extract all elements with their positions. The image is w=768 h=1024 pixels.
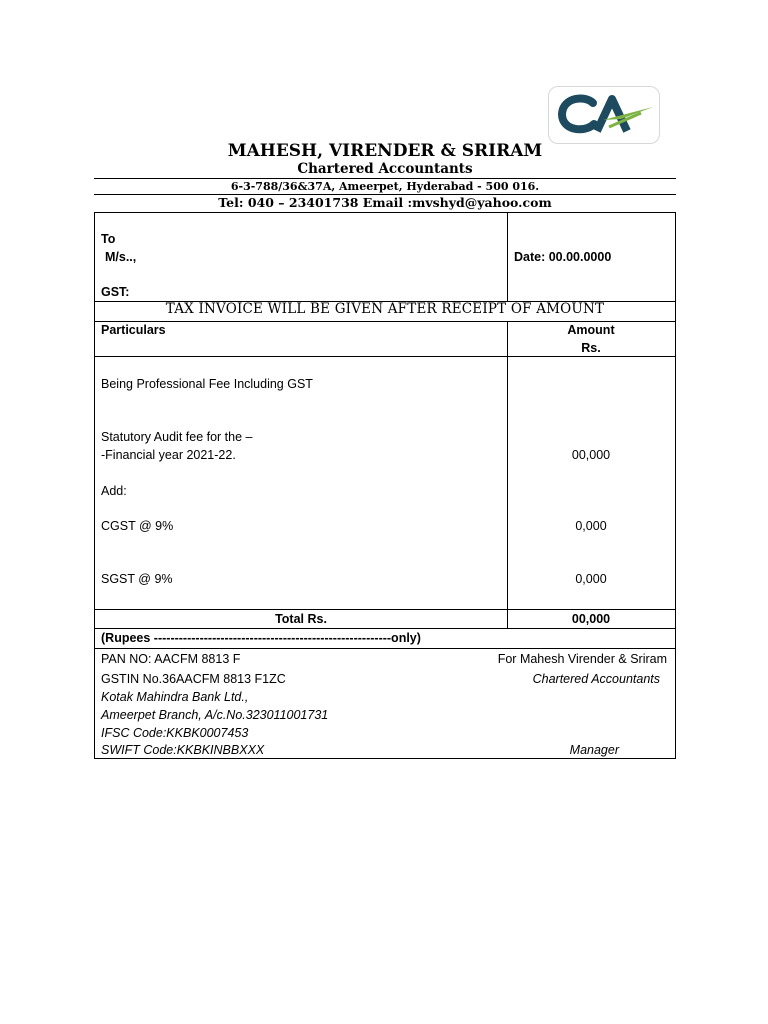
addressee: M/s..,: [105, 250, 137, 264]
total-label: Total Rs.: [275, 612, 327, 626]
col-particulars: Particulars: [101, 323, 166, 337]
cgst-amount: 0,000: [575, 519, 607, 533]
audit-line-2: -Financial year 2021-22.: [101, 448, 236, 462]
total-amount: 00,000: [571, 612, 611, 626]
sgst-label: SGST @ 9%: [101, 572, 173, 586]
pan-number: PAN NO: AACFM 8813 F: [101, 652, 241, 666]
to-label: To: [101, 232, 116, 246]
invoice-banner: TAX INVOICE WILL BE GIVEN AFTER RECEIPT OF AMOUNT: [165, 301, 605, 317]
row-divider: [95, 609, 675, 610]
sgst-amount: 0,000: [575, 572, 607, 586]
invoice-table: [94, 212, 676, 759]
cgst-label: CGST @ 9%: [101, 519, 174, 533]
gstin-number: GSTIN No.36AACFM 8813 F1ZC: [101, 672, 286, 686]
audit-line-1: Statutory Audit fee for the –: [101, 430, 253, 444]
col-amount: Amount: [567, 323, 615, 337]
firm-name: MAHESH, VIRENDER & SRIRAM: [227, 141, 543, 161]
gst-label: GST:: [101, 285, 130, 299]
add-label: Add:: [101, 484, 127, 498]
invoice-date: Date: 00.00.0000: [514, 250, 612, 264]
rupees-in-words: (Rupees ---------------------------------------------------------only): [101, 631, 421, 645]
col-amount-unit: Rs.: [581, 341, 601, 355]
row-divider: [95, 356, 675, 357]
for-firm: For Mahesh Virender & Sriram: [497, 652, 667, 666]
audit-amount: 00,000: [571, 448, 611, 462]
bank-branch: Ameerpet Branch, A/c.No.323011001731: [101, 708, 329, 722]
signatory-title: Chartered Accountants: [532, 672, 660, 686]
line-description: Being Professional Fee Including GST: [101, 377, 313, 391]
row-divider: [95, 648, 675, 649]
bank-name: Kotak Mahindra Bank Ltd.,: [101, 690, 249, 704]
signatory-role: Manager: [569, 743, 619, 757]
firm-contact: Tel: 040 – 23401738 Email :mvshyd@yahoo.com: [218, 195, 552, 210]
column-divider: [507, 213, 508, 301]
divider: [94, 178, 676, 179]
ca-logo: [548, 86, 660, 144]
ca-logo-icon: [549, 87, 659, 143]
firm-address: 6-3-788/36&37A, Ameerpet, Hyderabad - 500 016.: [230, 180, 540, 193]
firm-subtitle: Chartered Accountants: [297, 161, 473, 177]
ifsc-code: IFSC Code:KKBK0007453: [101, 726, 249, 740]
swift-code: SWIFT Code:KKBKINBBXXX: [101, 743, 265, 757]
row-divider: [95, 628, 675, 629]
row-divider: [95, 321, 675, 322]
